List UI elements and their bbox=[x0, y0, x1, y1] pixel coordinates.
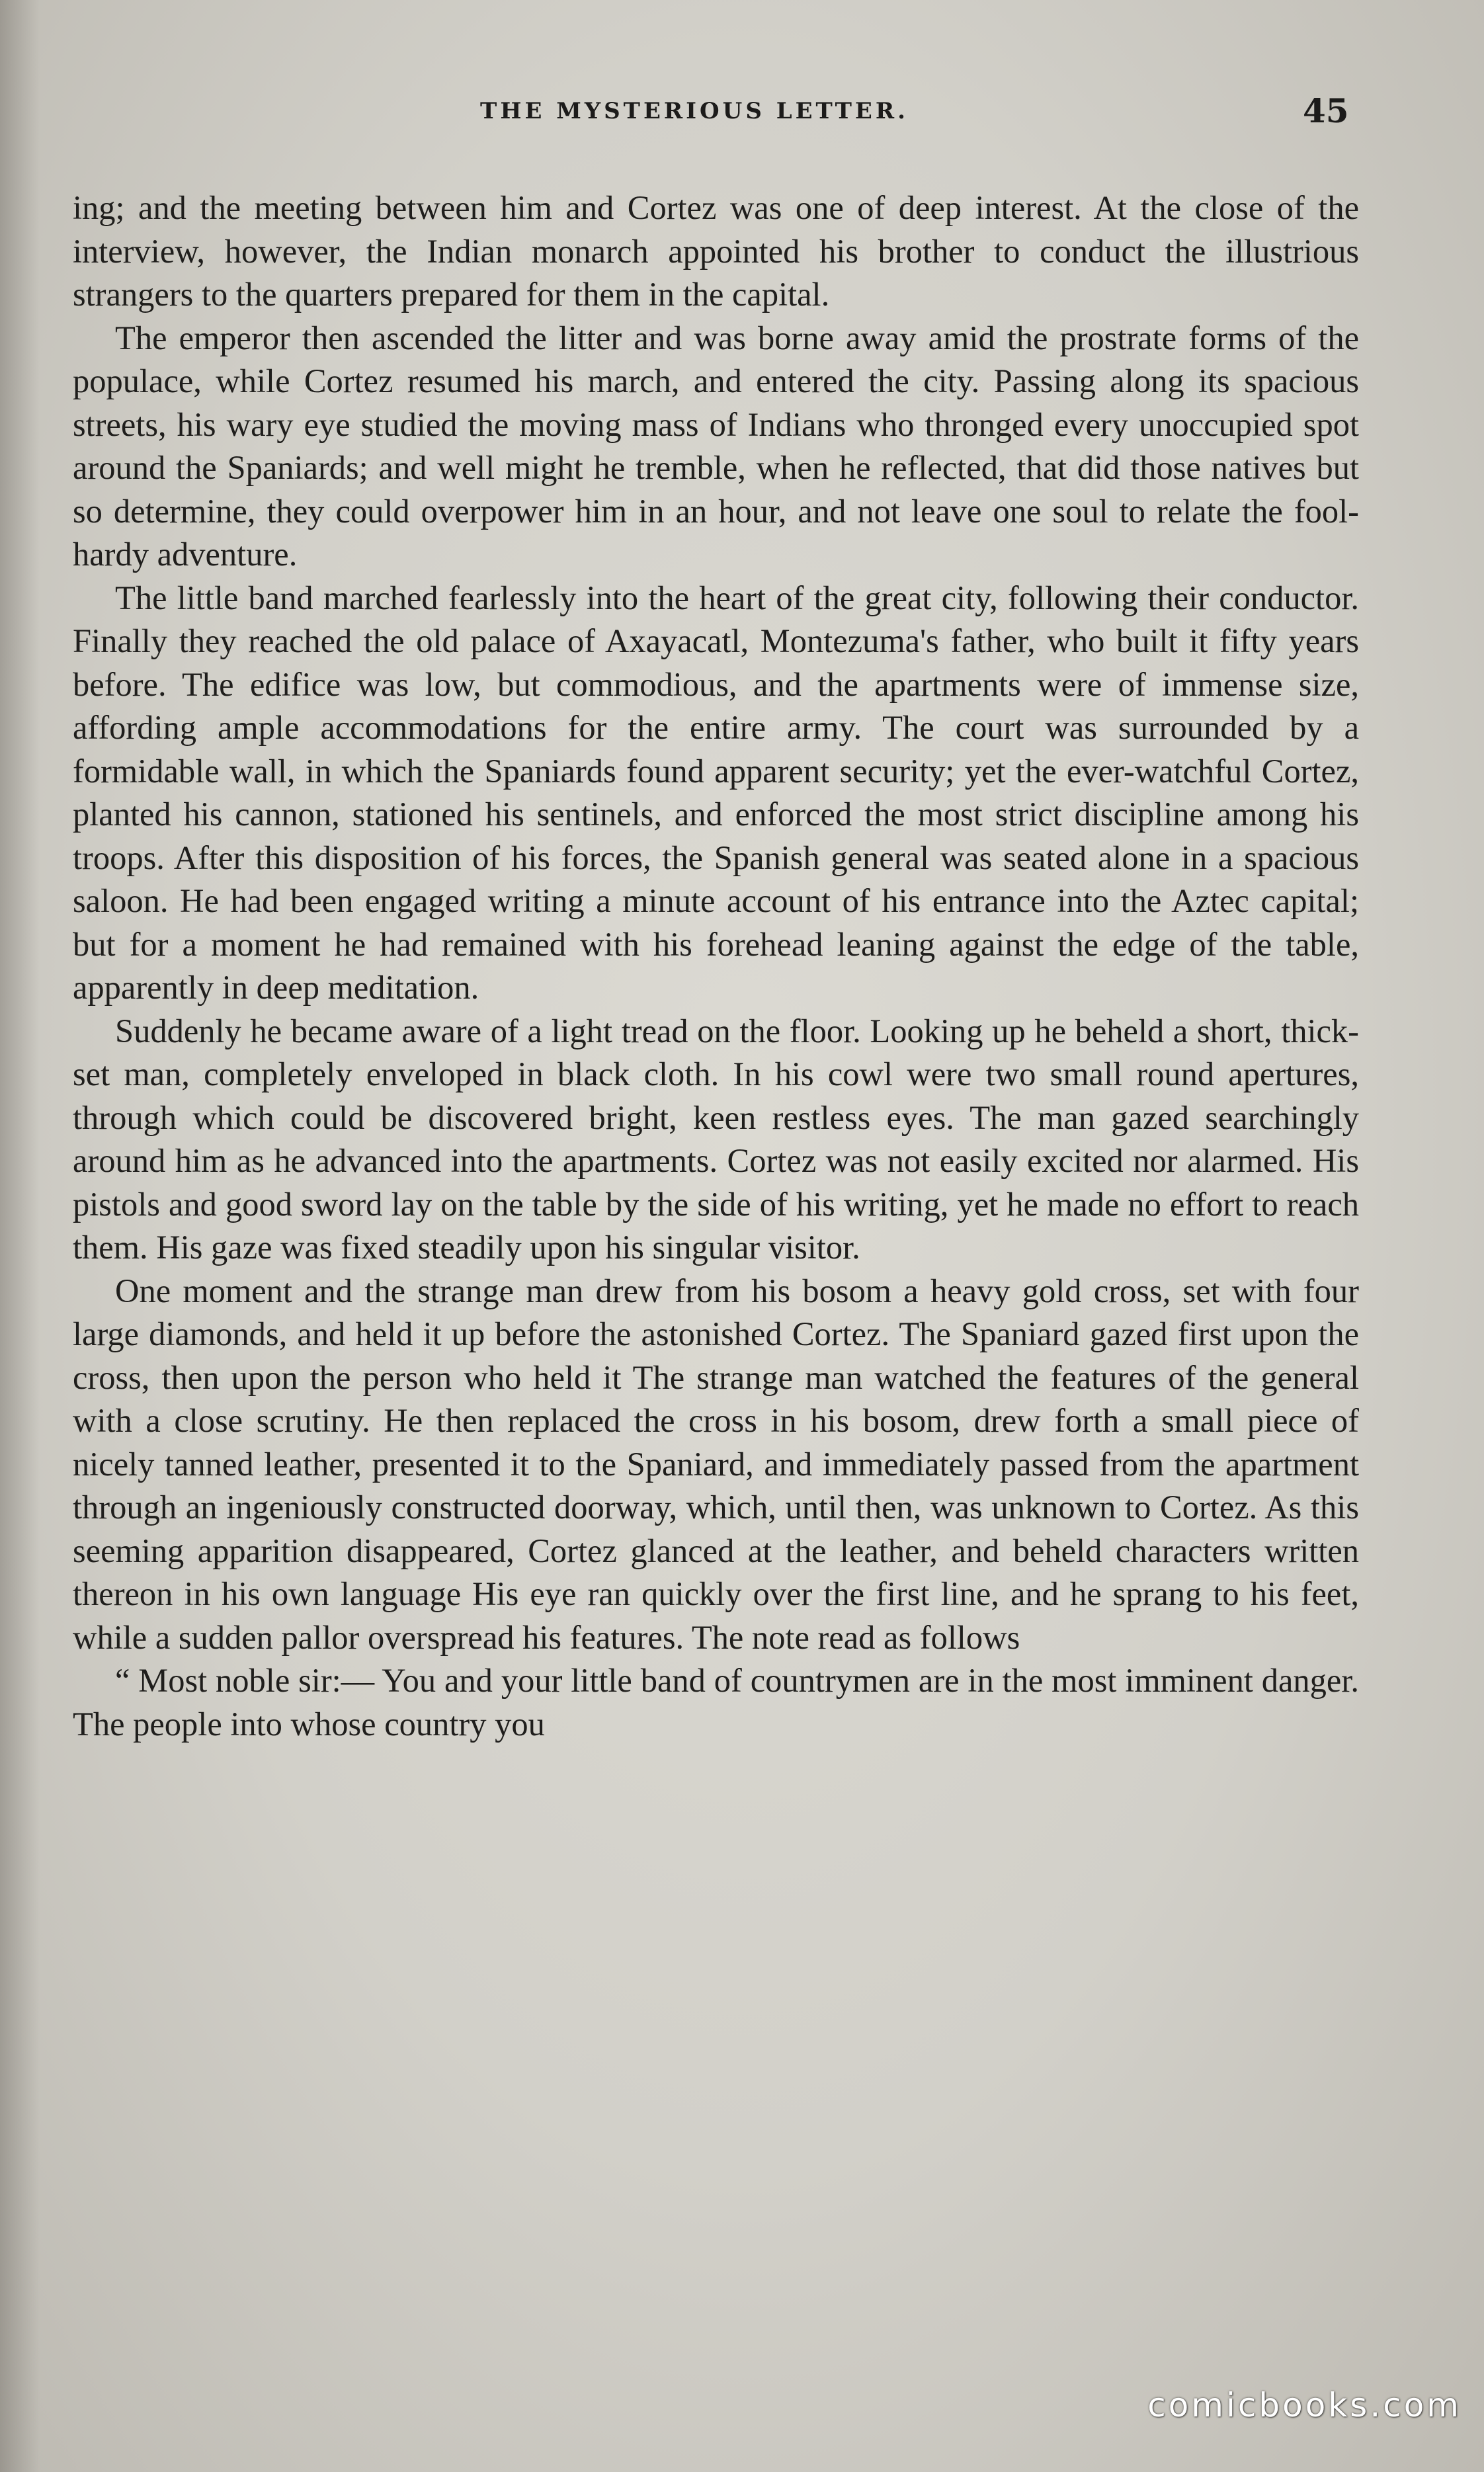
paragraph-5: One moment and the strange man drew from his bosom a heavy gold cross, set with four large diamonds, and held it up before the astonished Cortez. The Spaniard gazed first upon the cross, then upon the person who held it The strange man watched the features of the general with a close scrutiny. He then replaced the cross in his bosom, drew forth a small piece of nicely tanned leather, presented it to the Spaniard, and immediately passed from the apartment through an ingeniously constructed doorway, which, until then, was unknown to Cortez. As this seeming apparition disappeared, Cortez glanced at the leather, and beheld characters written thereon in his own language His eye ran quickly over the first line, and he sprang to his feet, while a sudden pallor overspread his features. The note read as follows bbox=[73, 1272, 1359, 1656]
page-number: 45 bbox=[1303, 91, 1349, 130]
paragraph-2: The emperor then ascended the litter and was borne away amid the prostrate forms of the populace, while Cortez resumed his march, and entered the city. Passing along its spacious streets, his wary eye studied the moving mass of Indians who thronged every unoccupied spot around the Spaniards; and well might he tremble, when he reflected, that did those natives but so determine, they could overpower him in an hour, and not leave one soul to relate the fool-hardy adventure. bbox=[73, 319, 1359, 573]
page-body-text bbox=[73, 186, 1359, 1746]
paragraph-4: Suddenly he became aware of a light tread on the floor. Looking up he beheld a short, thick-set man, completely enveloped in black cloth. In his cowl were two small round apertures, through which could be discovered bright, keen restless eyes. The man gazed searchingly around him as he advanced into the apartments. Cortez was not easily excited nor alarmed. His pistols and good sword lay on the table by the side of his writing, yet he made no effort to reach them. His gaze was fixed steadily upon his singular visitor. bbox=[73, 1012, 1359, 1266]
paragraph-6: “ Most noble sir:— You and your little band of countrymen are in the most imminent danger. The people into whose country you bbox=[73, 1662, 1359, 1743]
page-gutter-shadow bbox=[0, 0, 40, 2472]
running-title: THE MYSTERIOUS LETTER. bbox=[480, 98, 909, 124]
paragraph-3: The little band marched fearlessly into the heart of the great city, following their conductor. Finally they reached the old palace of Axayacatl, Montezuma's father, who built it fifty years before. The edifice was low, but commodious, and the apartments were of immense size, affording ample accommodations for the entire army. The court was surrounded by a formidable wall, in which the Spaniards found apparent security; yet the ever-watchful Cortez, planted his cannon, stationed his sentinels, and enforced the most strict discipline among his troops. After this disposition of his forces, the Spanish general was seated alone in a spacious saloon. He had been engaged writing a minute account of his entrance into the Aztec capital; but for a moment he had remained with his forehead leaning against the edge of the table, apparently in deep meditation. bbox=[73, 579, 1359, 1006]
running-head bbox=[0, 93, 1484, 132]
site-watermark: comicbooks.com bbox=[1147, 2386, 1462, 2424]
paragraph-1: ing; and the meeting between him and Cortez was one of deep interest. At the close of the interview, however, the Indian monarch appointed his brother to conduct the illustrious strangers to the quarters prepared for them in the capital. bbox=[73, 189, 1359, 313]
